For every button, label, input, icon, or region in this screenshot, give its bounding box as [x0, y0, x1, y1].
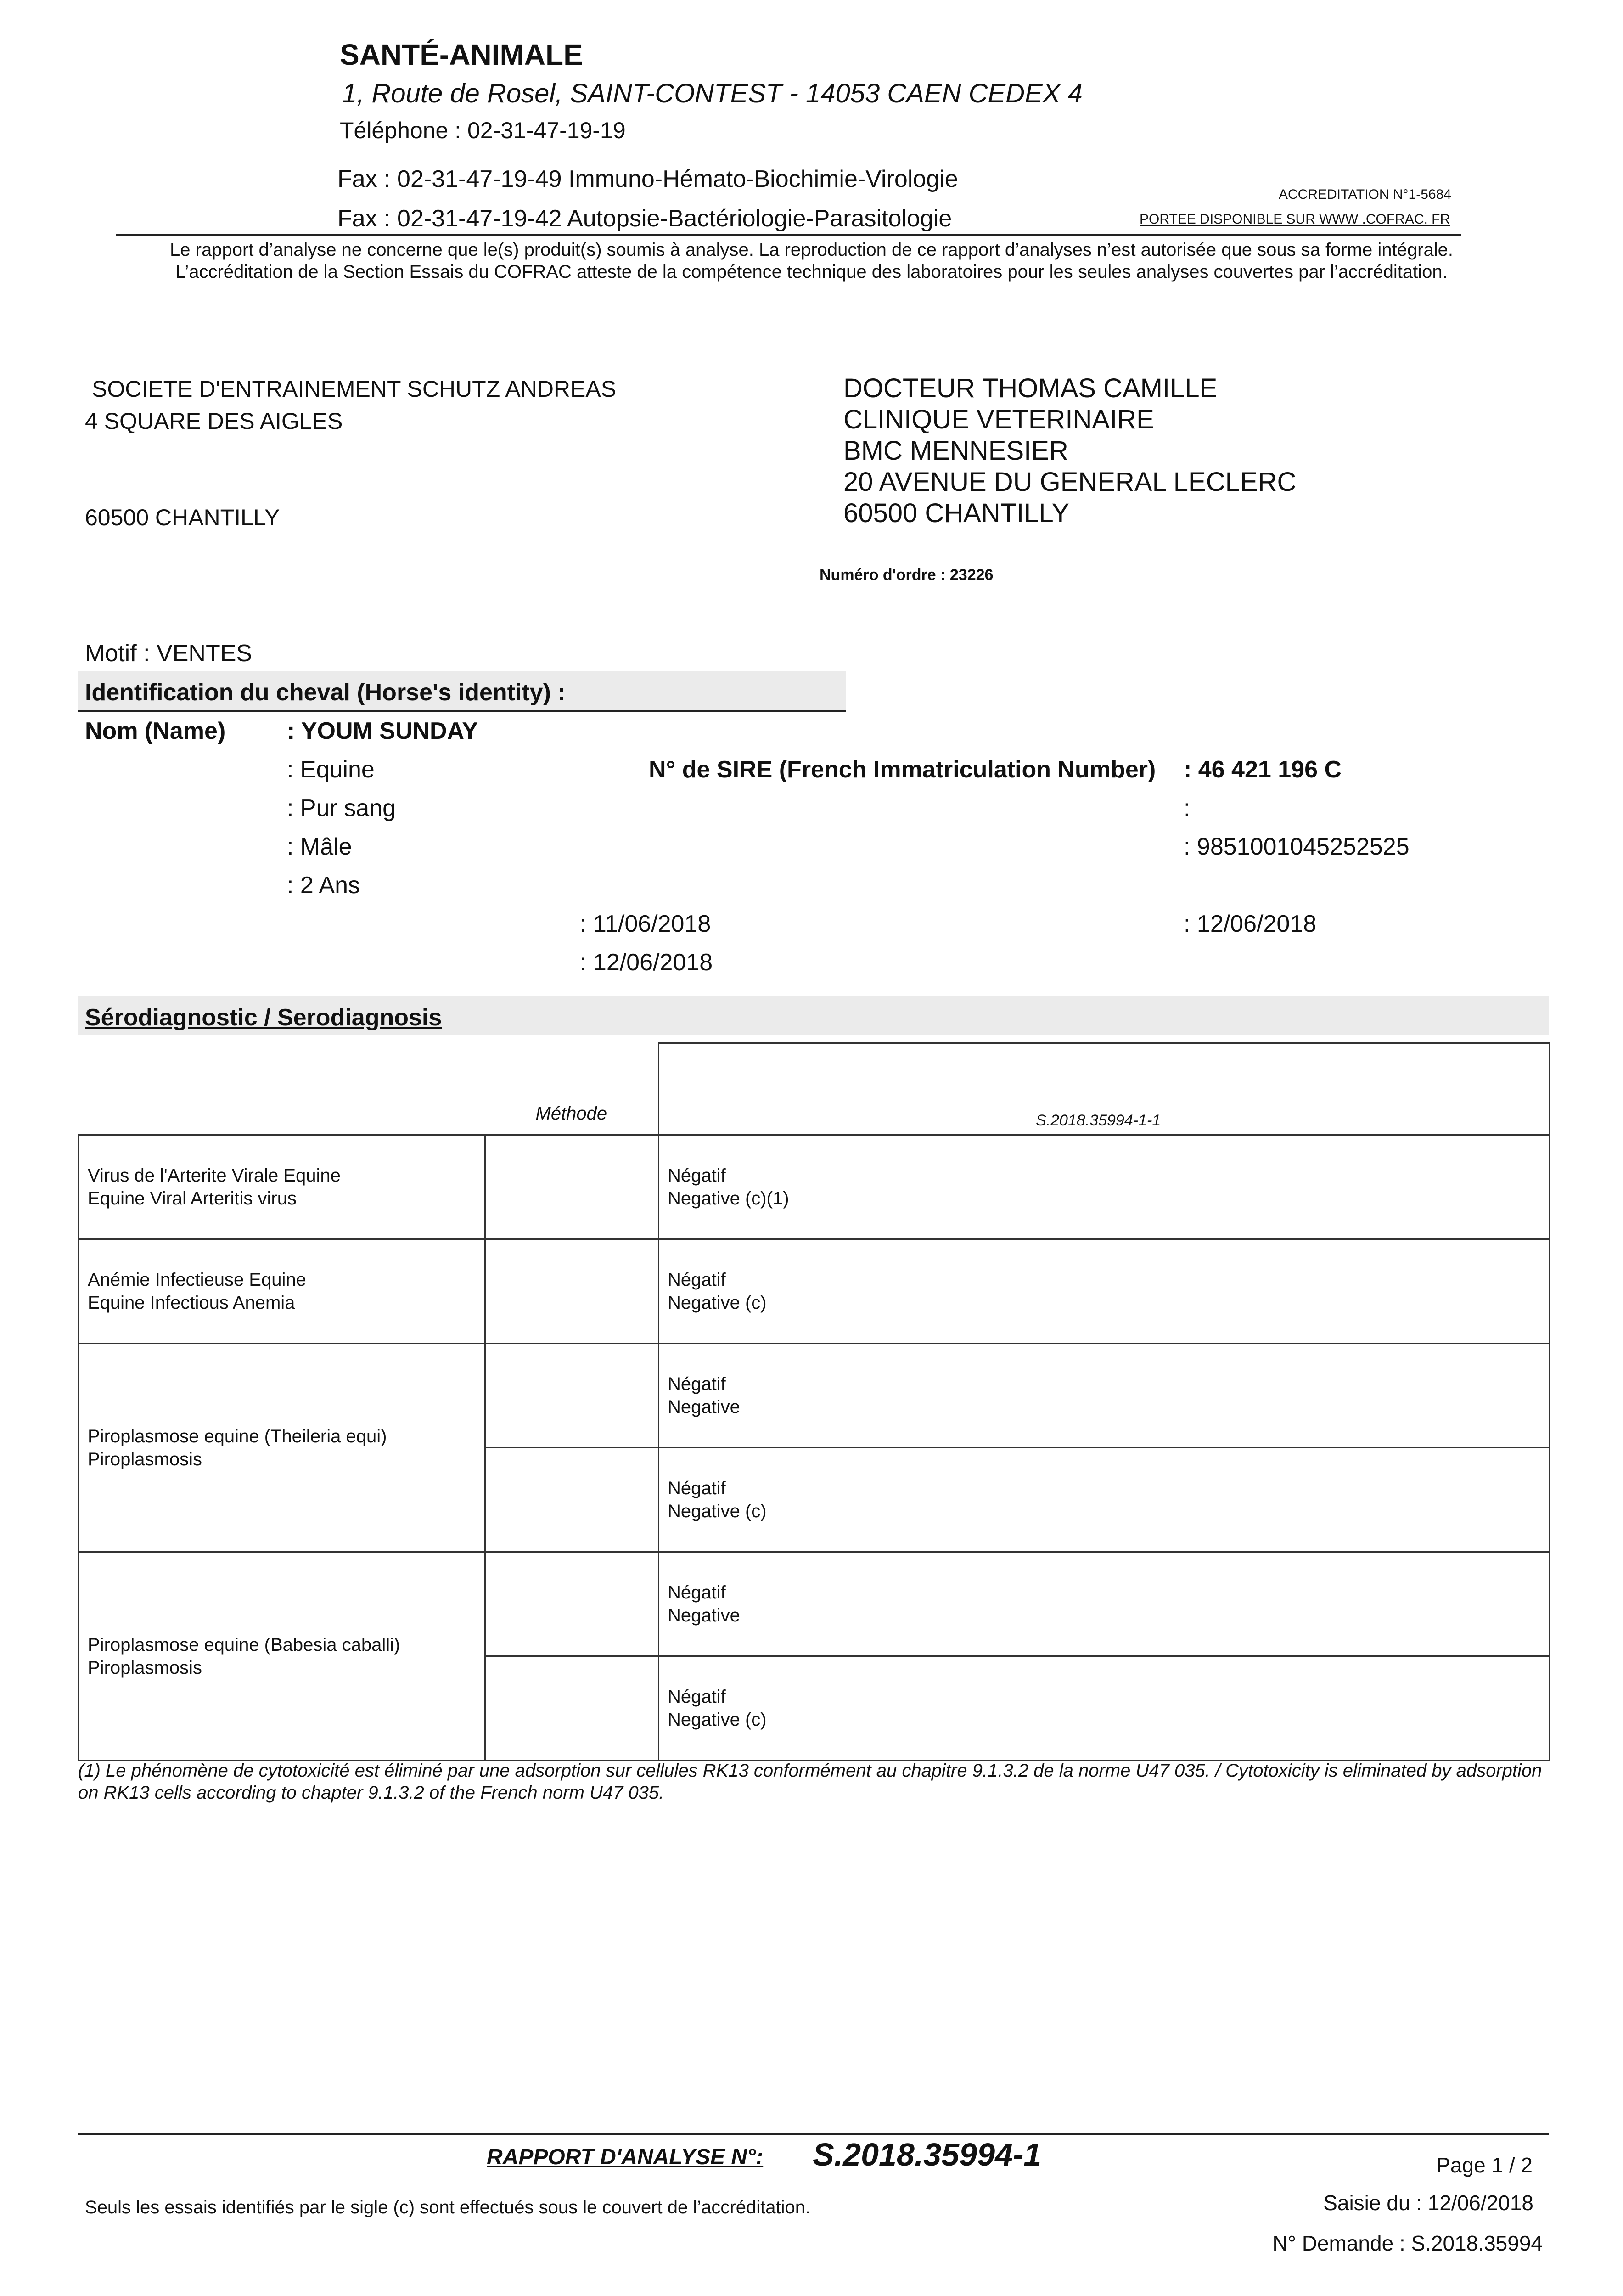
sample-header-cell — [659, 1043, 1550, 1135]
analysis-cell — [79, 1135, 485, 1239]
table-row — [79, 1135, 1550, 1239]
date-1-right: : 12/06/2018 — [1184, 911, 1317, 937]
client-city: 60500 CHANTILLY — [85, 505, 280, 530]
identity-section-title: Identification du cheval (Horse's identity) : — [85, 679, 566, 706]
lab-fax-2: Fax : 02-31-47-19-42 Autopsie-Bactériologie-Parasitologie — [337, 205, 952, 232]
horse-species: : Equine — [287, 756, 375, 783]
result-cell — [659, 1656, 1550, 1761]
page-indicator: Page 1 / 2 — [1436, 2153, 1533, 2177]
result-fr: Négatif — [668, 1270, 726, 1290]
recipient-street: 20 AVENUE DU GENERAL LECLERC — [843, 467, 1297, 497]
method-header: Méthode — [535, 1103, 607, 1124]
date-1: : 11/06/2018 — [580, 911, 711, 937]
breed-right-value: : — [1184, 795, 1191, 822]
result-en: Negative (c) — [668, 1293, 767, 1313]
analysis-name-fr: Piroplasmose equine (Babesia caballi) — [88, 1634, 400, 1655]
table-row — [79, 1552, 1550, 1656]
serodiagnosis-section-title: Sérodiagnostic / Serodiagnosis — [85, 1004, 442, 1031]
cofrac-note: Seuls les essais identifiés par le sigle (c) sont effectués sous le couvert de l’accréditation. — [85, 2197, 811, 2217]
result-en: Negative — [668, 1397, 740, 1417]
accreditation-number: ACCREDITATION N°1-5684 — [1279, 187, 1451, 202]
accreditation-link[interactable]: PORTEE DISPONIBLE SUR WWW .COFRAC. FR — [1140, 212, 1450, 227]
result-cell — [659, 1344, 1550, 1448]
result-fr: Négatif — [668, 1478, 726, 1498]
recipient-name: DOCTEUR THOMAS CAMILLE — [843, 373, 1218, 403]
report-number: S.2018.35994-1 — [813, 2137, 1042, 2172]
results-header-row — [79, 1043, 1550, 1135]
method-cell — [485, 1135, 659, 1239]
lab-telephone: Téléphone : 02-31-47-19-19 — [340, 118, 626, 143]
analysis-name-en: Piroplasmosis — [88, 1449, 202, 1469]
sire-label: N° de SIRE (French Immatriculation Number) — [649, 756, 1156, 783]
table-row — [79, 1344, 1550, 1448]
analysis-cell — [79, 1552, 485, 1761]
results-table — [78, 1042, 1550, 1761]
entry-date: Saisie du : 12/06/2018 — [1323, 2191, 1533, 2215]
client-street: 4 SQUARE DES AIGLES — [85, 408, 343, 434]
analysis-name-en: Piroplasmosis — [88, 1657, 202, 1678]
recipient-clinic: CLINIQUE VETERINAIRE — [843, 405, 1154, 434]
order-number: Numéro d'ordre : 23226 — [820, 566, 994, 584]
horse-sex: : Mâle — [287, 833, 352, 860]
report-label: RAPPORT D'ANALYSE N°: — [487, 2145, 764, 2169]
horse-age: : 2 Ans — [287, 872, 360, 899]
result-en: Negative — [668, 1605, 740, 1626]
method-header-cell — [485, 1043, 659, 1135]
recipient-company: BMC MENNESIER — [843, 436, 1068, 466]
client-name: SOCIETE D'ENTRAINEMENT SCHUTZ ANDREAS — [92, 376, 617, 402]
analysis-name-fr: Anémie Infectieuse Equine — [88, 1270, 306, 1290]
sample-header: S.2018.35994-1-1 — [1036, 1112, 1161, 1129]
analysis-name-en: Equine Infectious Anemia — [88, 1293, 295, 1313]
horse-breed: : Pur sang — [287, 795, 396, 822]
analysis-name-en: Equine Viral Arteritis virus — [88, 1188, 297, 1209]
horse-chip: : 9851001045252525 — [1184, 833, 1410, 860]
result-fr: Négatif — [668, 1165, 726, 1186]
lab-name: SANTÉ-ANIMALE — [340, 38, 583, 71]
method-cell — [485, 1344, 659, 1448]
header-divider — [116, 234, 1461, 236]
header-empty-cell — [79, 1043, 485, 1135]
horse-name-value: : YOUM SUNDAY — [287, 718, 478, 744]
result-fr: Négatif — [668, 1687, 726, 1707]
analysis-name-fr: Virus de l'Arterite Virale Equine — [88, 1165, 341, 1186]
result-cell — [659, 1135, 1550, 1239]
footer-divider — [78, 2133, 1549, 2135]
motif: Motif : VENTES — [85, 640, 253, 667]
horse-name-label: Nom (Name) — [85, 718, 226, 744]
result-fr: Négatif — [668, 1374, 726, 1394]
result-en: Negative (c) — [668, 1501, 767, 1521]
result-en: Negative (c) — [668, 1710, 767, 1730]
lab-address: 1, Route de Rosel, SAINT-CONTEST - 14053 CAEN CEDEX 4 — [342, 79, 1083, 108]
method-cell — [485, 1448, 659, 1552]
date-2: : 12/06/2018 — [580, 949, 713, 976]
result-en: Negative (c)(1) — [668, 1188, 789, 1209]
analysis-cell — [79, 1239, 485, 1344]
method-cell — [485, 1239, 659, 1344]
disclaimer-accreditation: L’accréditation de la Section Essais du COFRAC atteste de la compétence technique des laboratoires pour les seules analyses couvertes par l’accréditation. — [175, 262, 1448, 282]
analysis-name-fr: Piroplasmose equine (Theileria equi) — [88, 1426, 387, 1446]
result-fr: Négatif — [668, 1582, 726, 1603]
recipient-city: 60500 CHANTILLY — [843, 498, 1070, 528]
disclaimer-reproduction: Le rapport d’analyse ne concerne que le(s) produit(s) soumis à analyse. La reproduction de ce rapport d’analyses n’est autorisée que sous sa forme intégrale. — [170, 240, 1453, 260]
result-cell — [659, 1448, 1550, 1552]
request-number: N° Demande : S.2018.35994 — [1272, 2231, 1543, 2255]
result-cell — [659, 1239, 1550, 1344]
lab-fax-1: Fax : 02-31-47-19-49 Immuno-Hémato-Biochimie-Virologie — [337, 166, 958, 192]
cytotoxicity-footnote: (1) Le phénomène de cytotoxicité est éliminé par une adsorption sur cellules RK13 conformément au chapitre 9.1.3.2 de la norme U47 035. / Cytotoxicity is eliminated by adsorption on RK13 cells according to chapter 9.1.3.2 of the French norm U47 035. — [78, 1761, 1542, 1803]
identity-divider — [78, 710, 846, 712]
sire-value: : 46 421 196 C — [1184, 756, 1342, 783]
method-cell — [485, 1552, 659, 1656]
method-cell — [485, 1656, 659, 1761]
analysis-cell — [79, 1344, 485, 1552]
table-row — [79, 1239, 1550, 1344]
result-cell — [659, 1552, 1550, 1656]
